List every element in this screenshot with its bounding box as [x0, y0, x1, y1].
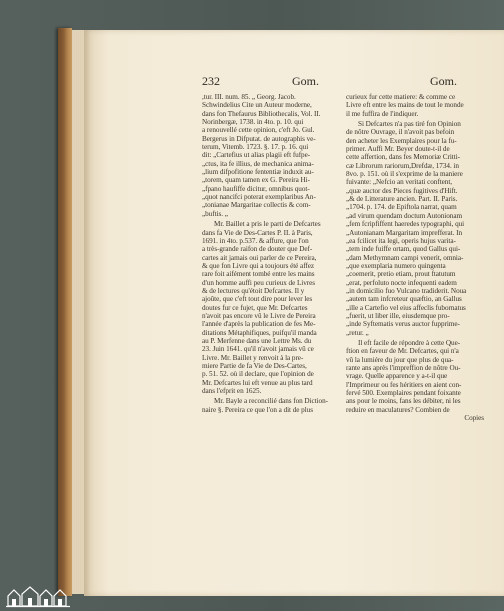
text-line: Si Defcartes n'a pas tiré fon Opinion: [358, 120, 461, 129]
text-line: „autem tam infcreteur quæftio, an Gallus: [346, 295, 462, 304]
text-line: il me fuffira de l'indiquer.: [346, 109, 419, 118]
text-line: „lium difpofitione fententiæ induxit au-: [202, 168, 314, 177]
text-line: cette affertion, dans fes Memoriæ Critti-: [346, 153, 460, 162]
text-line: „1704. p. 174. de Epiftola narrat, quam: [346, 203, 457, 212]
text-line: a très-grande raifon de douter que Def-: [202, 245, 313, 254]
text-line: 1691. in 4to. p.537. & affure, que l'on: [202, 236, 309, 245]
text-line: „coemerit, pretio etiam, prout ftatutum: [346, 270, 456, 279]
right-column: [346, 93, 484, 422]
book-binding: [58, 28, 72, 596]
text-line: „que exemplaria numero quingenta: [346, 261, 446, 270]
text-line: reduire en maculatures? Combien de: [346, 405, 450, 414]
left-column: [202, 93, 342, 414]
text-line: „ea fcilicet ita legi, operis hujus varita-: [346, 236, 456, 245]
left-heading: Gom.: [292, 74, 319, 88]
text-line: „quæ auctor des Pieces fugitives d'Hift.: [346, 186, 458, 195]
text-line: Livre eft entre les mains de tout le monde: [346, 101, 464, 110]
page-edges: [72, 30, 84, 594]
text-line: cartes ait jamais oui parler de ce Pereira,: [202, 253, 317, 262]
text-line: miere Partie de fa Vie de Des-Cartes,: [202, 362, 307, 370]
text-line: fuivante: „Nefcio an veritati conftent,: [346, 178, 453, 187]
text-line: Mr. Baillet a pris le parti de Defcartes: [214, 220, 321, 229]
text-line: ans pour le moins, fans les débiter, ni les: [346, 397, 461, 406]
text-line: „dam Methymnam campi venerit, omnia-: [346, 253, 464, 262]
text-line: vrage. Quelle apparence y a-t-il que: [346, 372, 448, 381]
text-line: Norinbergæ, 1738. in 4to. p. 10. qui: [202, 118, 304, 127]
text-line: l'année d'après la publication de fes Me-: [202, 320, 316, 329]
text-line: Mr. Bayle a reconcilié dans fon Diction-: [214, 397, 328, 406]
text-line: „quot nancifci poterat exemplaribus An-: [202, 193, 316, 202]
text-line: & de lectures qu'étoit Defcartes. Il y: [202, 286, 305, 295]
text-line: „tem inde fuiffe ortam, quod Gallus qui-: [346, 245, 461, 254]
text-line: p. 51. 52. où il declare, que l'opinion de: [202, 370, 314, 379]
text-line: primer. Auffi Mr. Beyer doute-t-il de: [346, 145, 450, 154]
text-line: „fem fcripfiffent haeredes typographi, qui: [346, 220, 465, 229]
text-line: terum, Vitemb. 1723. §. 17. p. 16. qui: [202, 143, 309, 152]
catchword: Copies: [464, 414, 484, 423]
running-header: [84, 74, 504, 92]
text-line: n'avoit pas encore vû le Livre de Pereira: [202, 311, 316, 320]
text-line: fervé 500. Exemplaires pendant foixante: [346, 389, 461, 398]
text-line: „& de Litterature ancien. Part. II. Paris.: [346, 195, 458, 204]
text-line: „ille a Cartefio vel eius affeclis fubornatus: [346, 303, 466, 312]
text-line: ditations Métaphifiques, puifqu'il manda: [202, 328, 317, 337]
book-page: [84, 30, 504, 596]
text-line: dit: „Cartefius ut alias plagii eft fufpe-: [202, 151, 311, 160]
library-building-logo: [4, 584, 72, 608]
text-line: dans fa Vie de Des-Cartes P. II. à Paris,: [202, 228, 313, 237]
text-line: vû la lumiére du jour que plus de qua-: [346, 355, 454, 364]
text-line: den acheter les Exemplaires pour la fu-: [346, 136, 457, 145]
text-line: l'Imprimeur ou fes héritiers en aient con-: [346, 380, 462, 389]
text-line: dans fon Thefaurus Bibliothecalis, Vol. II.: [202, 109, 321, 118]
text-line: de nôtre Ouvrage, il n'avoit pas befoin: [346, 128, 455, 137]
page-number: 232: [202, 74, 220, 88]
text-line: „retur. „: [346, 328, 369, 337]
text-line: „torem, quam tamen ex G. Pereira Hi-: [202, 176, 310, 185]
text-line: cæ Librorum rariorum,Drefdæ, 1734. in: [346, 161, 459, 170]
text-line: „fpano haufiffe dicitur, omnibus quot-: [202, 184, 310, 193]
text-line: curieux fur cette matiere: & comme ce: [346, 93, 456, 101]
text-line: ftion en faveur de Mr. Defcartes, qui n'a: [346, 347, 459, 356]
text-line: d'un homme auffi peu curieux de Livres: [202, 278, 316, 287]
text-line: Schwindelius Cite un Auteur moderne,: [202, 101, 312, 110]
text-line: „erat, perfoluto nocte infequenti eadem: [346, 278, 457, 287]
text-line: doutes fur ce fujet, que Mr. Defcartes: [202, 303, 308, 312]
text-line: ,tur. III. num. 85. „ Georg. Jacob.: [202, 93, 296, 101]
text-line: „fuerit, ut liber ille, eiusdemque pro-: [346, 311, 450, 320]
text-line: a renouvellé cette opinion, c'eft Jo. Gul.: [202, 126, 315, 135]
text-line: Mr. Defcartes lui eft venue au plus tard: [202, 378, 313, 387]
right-heading: Gom.: [430, 74, 457, 88]
text-line: „ctus, ita fe illius, de mechanica anima-: [202, 159, 314, 168]
text-line: Il eft facile de répondre à cette Que-: [358, 338, 461, 347]
text-line: naire §. Pereira ce que l'on a dit de plus: [202, 405, 313, 414]
text-line: Livre. Mr. Baillet y renvoit à la pre-: [202, 353, 304, 362]
text-line: „buftis. „: [202, 209, 228, 218]
text-line: & que fon Livre qui a toujours été affez: [202, 261, 315, 270]
text-line: „Autonianam Margaritam imprefferat. In: [346, 228, 462, 237]
text-line: 8vo. p. 151. où il s'exprime de la maniere: [346, 170, 463, 179]
text-line: ajoûte, que c'eft tout dire pour lever les: [202, 295, 313, 304]
text-line: 23. Juin 1641. qu'il n'avoit jamais vû ce: [202, 345, 314, 354]
text-line: rante ans après l'impreffion de nôtre Ou-: [346, 364, 461, 372]
text-line: au P. Merfenne dans une Lettre Ms. du: [202, 336, 312, 345]
text-line: dans l'efprit en 1625.: [202, 387, 262, 396]
text-line: „in domicilio fuo Vulcano tradiderit. Noua: [346, 286, 467, 295]
text-line: „inde Syftematis verus auctor fupprime-: [346, 320, 460, 329]
text-line: Bergerus in Difputat. de autographis ve-: [202, 134, 316, 143]
text-line: „tonianae Margaritae collectis & com-: [202, 201, 311, 210]
text-line: rare foit aifément tombé entre les mains: [202, 270, 315, 279]
text-line: „ad virum quendam doctum Autonionam: [346, 211, 463, 220]
